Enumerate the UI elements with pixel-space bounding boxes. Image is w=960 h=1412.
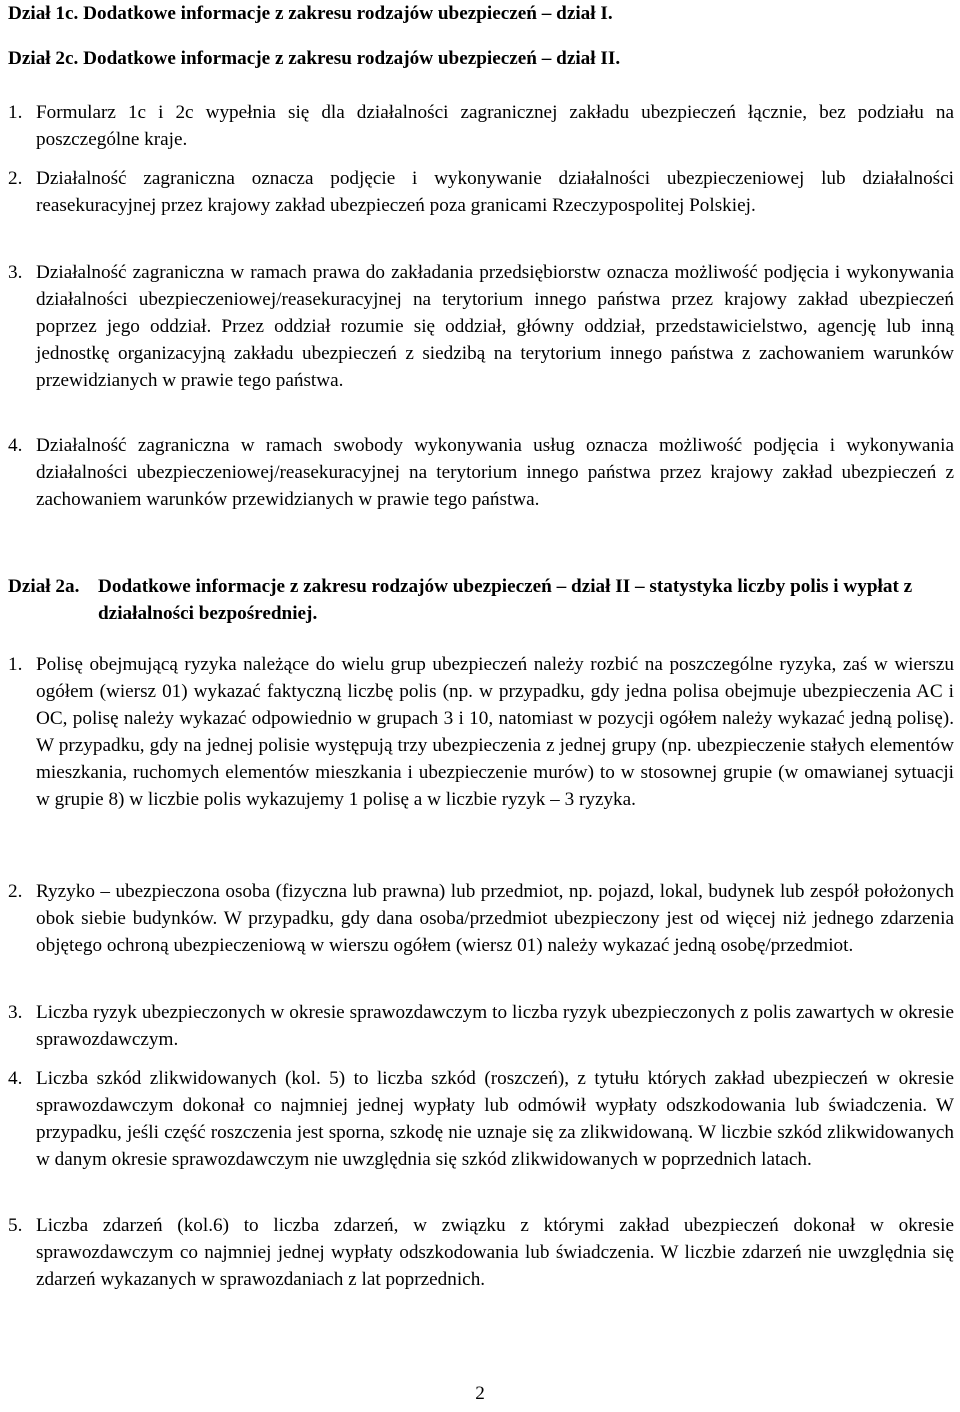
section-2a-heading <box>8 573 948 627</box>
section-2a-label: Dział 2a. <box>8 576 80 597</box>
section-2a-item-4 <box>8 1065 954 1173</box>
section-1c-heading: Dział 1c. Dodatkowe informacje z zakresu rodzajów ubezpieczeń – dział I. <box>8 3 613 24</box>
section-2c-heading: Dział 2c. Dodatkowe informacje z zakresu rodzajów ubezpieczeń – dział II. <box>8 48 621 69</box>
item-text: Działalność zagraniczna w ramach prawa do zakładania przedsiębiorstw oznacza możliwość podjęcia i wykonywania działalności ubezpieczeniowej/reasekuracyjnej na terytorium innego państwa przez krajowy zakład ubezpieczeń poprzez jego oddział. Przez oddział rozumie się oddział, główny oddział, przedstawicielstwo, agencję lub inną jednostkę organizacyjną zakładu ubezpieczeń z siedzibą na terytorium innego państwa z zachowaniem warunków przewidzianych w prawie tego państwa. <box>36 262 954 391</box>
section-2c-item-1 <box>8 99 954 153</box>
item-number: 3. <box>8 1002 23 1023</box>
item-text: Polisę obejmującą ryzyka należące do wielu grup ubezpieczeń należy rozbić na poszczególne ryzyka, zaś w wierszu ogółem (wiersz 01) wykazać faktyczną liczbę polis (np. w przypadku, gdy jedna polisa obejmuje ubezpieczenia AC i OC, polisę należy wykazać odpowiednio w grupach 3 i 10, natomiast w pozycji ogółem należy wykazać jedną polisę). W przypadku, gdy na jednej polisie występują trzy ubezpieczenia z jednej grupy (np. ubezpieczenie stałych elementów mieszkania, ruchomych elementów mieszkania i ubezpieczenie murów) to w stosownej grupie (w omawianej sytuacji w grupie 8) w liczbie polis wykazujemy 1 polisę a w liczbie ryzyk – 3 ryzyka. <box>36 654 954 810</box>
section-2c-item-3 <box>8 259 954 394</box>
section-2a-title: Dodatkowe informacje z zakresu rodzajów ubezpieczeń – dział II – statystyka liczby polis i wypłat z działalności bezpośredniej. <box>98 576 913 624</box>
section-2c-item-2 <box>8 165 954 219</box>
section-2c-item-4 <box>8 432 954 513</box>
item-number: 1. <box>8 654 23 675</box>
item-text: Działalność zagraniczna oznacza podjęcie i wykonywanie działalności ubezpieczeniowej lub działalności reasekuracyjnej przez krajowy zakład ubezpieczeń poza granicami Rzeczypospolitej Polskiej. <box>36 168 954 216</box>
item-number: 4. <box>8 435 23 456</box>
item-text: Ryzyko – ubezpieczona osoba (fizyczna lub prawna) lub przedmiot, np. pojazd, lokal, budynek lub zespół położonych obok siebie budynków. W przypadku, gdy dana osoba/przedmiot ubezpieczony jest od więcej niż jednego zdarzenia objętego ochroną ubezpieczeniową w wierszu ogółem (wiersz 01) należy wykazać jedną osobę/przedmiot. <box>36 881 954 956</box>
item-text: Liczba ryzyk ubezpieczonych w okresie sprawozdawczym to liczba ryzyk ubezpieczonych z polis zawartych w okresie sprawozdawczym. <box>36 1002 954 1050</box>
item-number: 2. <box>8 168 23 189</box>
item-number: 3. <box>8 262 23 283</box>
item-text: Formularz 1c i 2c wypełnia się dla działalności zagranicznej zakładu ubezpieczeń łącznie, bez podziału na poszczególne kraje. <box>36 102 954 150</box>
item-text: Liczba szkód zlikwidowanych (kol. 5) to liczba szkód (roszczeń), z tytułu których zakład ubezpieczeń w okresie sprawozdawczym dokonał co najmniej jednej wypłaty lub odmówił wypłaty odszkodowania lub świadczenia. W przypadku, jeśli część roszczenia jest sporna, szkodę nie uznaje się za zlikwidowaną. W liczbie szkód zlikwidowanych w danym okresie sprawozdawczym nie uwzględnia się szkód zlikwidowanych w poprzednich latach. <box>36 1068 954 1170</box>
item-number: 2. <box>8 881 23 902</box>
item-text: Działalność zagraniczna w ramach swobody wykonywania usług oznacza możliwość podjęcia i wykonywania działalności ubezpieczeniowej/reasekuracyjnej na terytorium innego państwa przez krajowy zakład ubezpieczeń z zachowaniem warunków przewidzianych w prawie tego państwa. <box>36 435 954 510</box>
item-text: Liczba zdarzeń (kol.6) to liczba zdarzeń, w związku z którymi zakład ubezpieczeń dokonał w okresie sprawozdawczym co najmniej jednej wypłaty odszkodowania lub świadczenia. W liczbie zdarzeń nie uwzględnia się zdarzeń wykazanych w sprawozdaniach z lat poprzednich. <box>36 1215 954 1290</box>
section-2a-item-1 <box>8 651 954 813</box>
page-number: 2 <box>475 1383 485 1404</box>
section-2a-item-2 <box>8 878 954 959</box>
item-number: 4. <box>8 1068 23 1089</box>
item-number: 5. <box>8 1215 23 1236</box>
item-number: 1. <box>8 102 23 123</box>
section-2a-item-5 <box>8 1212 954 1293</box>
section-2a-item-3 <box>8 999 954 1053</box>
